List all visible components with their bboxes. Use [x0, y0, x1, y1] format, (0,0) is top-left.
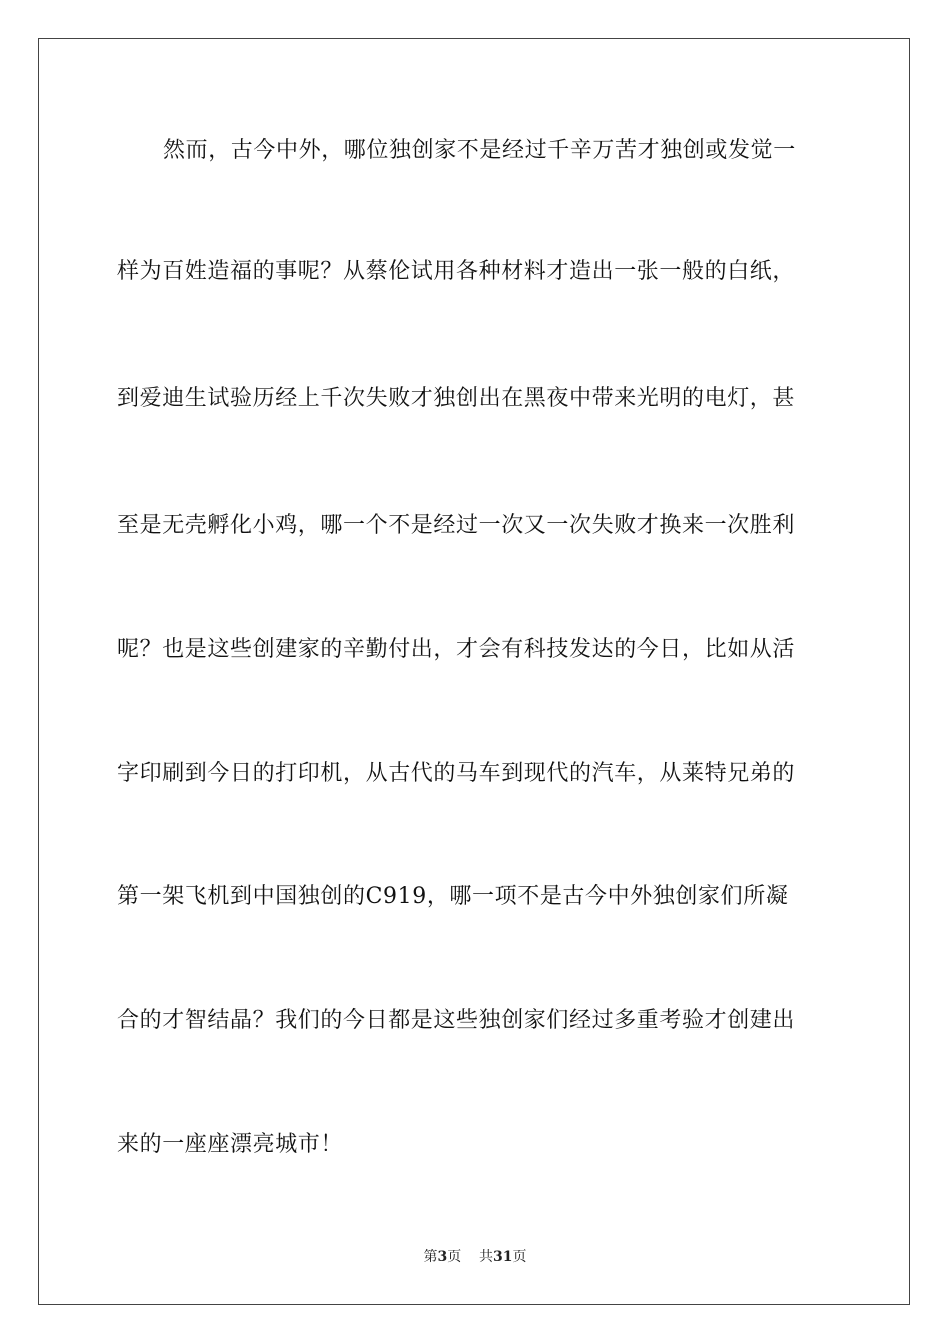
total-suffix: 页	[512, 1249, 527, 1265]
paragraph-line: 第一架飞机到中国独创的C919，哪一项不是古今中外独创家们所凝	[117, 884, 789, 909]
paragraph-line: 到爱迪生试验历经上千次失败才独创出在黑夜中带来光明的电灯，甚	[117, 386, 796, 411]
total-pages: 31	[493, 1249, 513, 1265]
page-number: 3	[437, 1249, 448, 1265]
paragraph-line: 字印刷到今日的打印机，从古代的马车到现代的汽车，从莱特兄弟的	[117, 761, 796, 786]
page-suffix: 页	[447, 1249, 462, 1265]
paragraph-line: 合的才智结晶？我们的今日都是这些独创家们经过多重考验才创建出	[117, 1008, 796, 1033]
paragraph-line: 来的一座座漂亮城市！	[117, 1132, 344, 1157]
paragraph-line: 样为百姓造福的事呢？从蔡伦试用各种材料才造出一张一般的白纸，	[117, 259, 796, 284]
page-prefix: 第	[423, 1249, 438, 1265]
paragraph-line: 至是无壳孵化小鸡，哪一个不是经过一次又一次失败才换来一次胜利	[117, 513, 796, 538]
page-border	[38, 38, 910, 1305]
page-footer	[0, 1247, 950, 1267]
paragraph-line: 然而，古今中外，哪位独创家不是经过千辛万苦才独创或发觉一	[163, 138, 796, 163]
total-prefix: 共	[479, 1249, 494, 1265]
paragraph-line: 呢？也是这些创建家的辛勤付出，才会有科技发达的今日，比如从活	[117, 637, 796, 662]
